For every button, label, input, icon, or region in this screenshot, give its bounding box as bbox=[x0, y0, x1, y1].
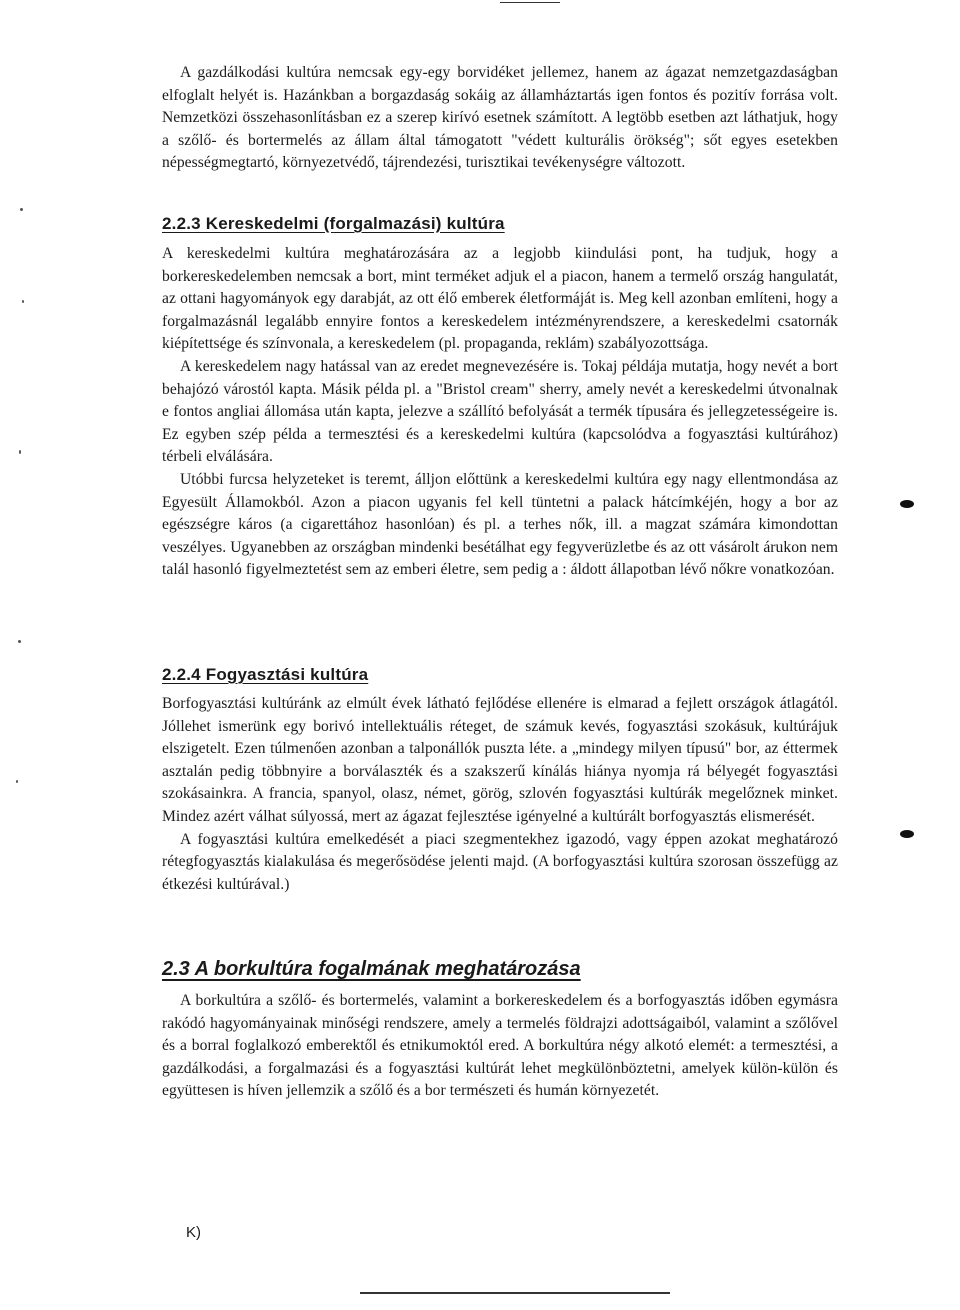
section-2-3-body bbox=[162, 990, 838, 1103]
body-text: A fogyasztási kultúra emelkedését a piaci szegmentekhez igazodó, vagy éppen azokat meghatározó rétegfogyasztás kialakulása és megerősödése jelenti majd. (A borfogyasztási kultúra szorosan összefügg az étkezési kultúrával.) bbox=[162, 830, 838, 893]
body-text: Borfogyasztási kultúránk az elmúlt évek látható fejlődése ellenére is elmarad a fejlett országok átlagától. Jóllehet ismerünk egy borivó intellektuális réteget, de számuk kevés, fogyasztási szokásuk, kultúrájuk elszigetelt. Ezen túlmenően azonban a talponállók puszta léte. a „mindegy milyen típusú" bor, az éttermek asztalán pedig többnyire a borválaszték és a szakszerű kínálás hiánya nyomja rá bélyegét fogyasztási szokásainkra. A francia, spanyol, olasz, német, görög, szlovén fogyasztási kultúrák megelőznek minket. Mindez azért válhat súlyossá, mert az ágazat fejlesztése igényelné a kultúrált borfogyasztás elismerését. bbox=[162, 695, 838, 825]
margin-speck bbox=[20, 208, 23, 211]
body-text: Utóbbi furcsa helyzeteket is teremt, álljon előttünk a kereskedelmi kultúra egy nagy ellentmondása az Egyesült Államokból. Azon a piacon ugyanis fel kell tüntetni a palack hátcímkéjén, hogy a bor az egészségre káros (a cigarettához hasonlóan) és pl. a terhes nők, ill. a magzat számára kimondottan veszélyes. Ugyanebben az országban mindenki besétálhat egy fegyverüzletbe és az ott vásárolt árukon nem talál hasonló figyelmeztetést sem az emberi életre, sem pedig a : áldott állapotban lévő nőkre vonatkozóan. bbox=[162, 470, 838, 579]
intro-paragraph bbox=[162, 62, 838, 175]
section-2-2-3-body bbox=[162, 243, 838, 582]
margin-speck bbox=[19, 450, 21, 454]
margin-speck bbox=[22, 300, 24, 303]
section-heading-2-2-4: 2.2.4 Fogyasztási kultúra bbox=[162, 665, 369, 684]
section-heading-2-3: 2.3 A borkultúra fogalmának meghatározása bbox=[162, 958, 581, 980]
margin-speck bbox=[900, 830, 914, 838]
body-text: A borkultúra a szőlő- és bortermelés, valamint a borkereskedelem és a borfogyasztás időben egymásra rakódó hagyományainak minőségi rendszere, amely a termelés földrajzi adottságaiból, valamint a szőlővel és a borral foglalkozó emberektől és etnikumoktól ered. A borkultúra négy alkotó elemét: a termesztési, a gazdálkodási, a forgalmazási és a fogyasztási kultúrát lehet megkülönböztetni, amelyek külön-külön és együttesen is híven jellemzik a szőlő és a bor természeti és humán környezetét. bbox=[162, 992, 838, 1100]
section-heading-2-2-3: 2.2.3 Kereskedelmi (forgalmazási) kultúra bbox=[162, 214, 505, 233]
section-2-2-4-body bbox=[162, 693, 838, 896]
body-text: A kereskedelmi kultúra meghatározására az a legjobb kiindulási pont, ha tudjuk, hogy a borkereskedelemben nemcsak a bort, mint terméket adjuk el a piacon, hanem a termelő ország hangulatát, az ottani hagyományok egy darabját, az ott élő emberek életformáját is. Meg kell azonban említeni, hogy a forgalmazásnál legalább ennyire fontos a kereskedelem intézményrendszere, a kereskedelmi csatornák kiépítettsége és színvonala, a kereskedelem (pl. propaganda, reklám) szabályozottsága. bbox=[162, 245, 838, 353]
footer-mark: K) bbox=[186, 1224, 201, 1241]
scan-bottom-line bbox=[360, 1292, 670, 1294]
margin-speck bbox=[16, 780, 18, 783]
margin-speck bbox=[900, 500, 914, 508]
scan-top-line bbox=[500, 2, 560, 3]
body-text: A kereskedelem nagy hatással van az eredet megnevezésére is. Tokaj példája mutatja, hogy nevét a bort behajózó várostól kapta. Másik példa pl. a "Bristol cream" sherry, amely nevét a kereskedelmi útvonalnak e fontos angliai állomása után kapta, jelezve a szállító befolyását a termék típusára és jellegzetességeire is. Ez egyben szép példa a termesztési és a kereskedelmi kultúra (kapcsolódva a fogyasztási kultúrához) térbeli elválására. bbox=[162, 357, 838, 466]
body-text: A gazdálkodási kultúra nemcsak egy-egy borvidéket jellemez, hanem az ágazat nemzetgazdaságban elfoglalt helyét is. Hazánkban a borgazdaság sokáig az államháztartás igen fontos és pozitív forrása volt. Nemzetközi összehasonlításban ez a szerep kirívó esetnek számított. A legtöbb esetben azt láthatjuk, hogy a szőlő- és bortermelés az állam által támogatott "védett kulturális örökség"; sőt egyes esetekben népességmegtartó, környezetvédő, tájrendezési, turisztikai tevékenységre változott. bbox=[162, 64, 838, 172]
margin-speck bbox=[18, 640, 21, 643]
